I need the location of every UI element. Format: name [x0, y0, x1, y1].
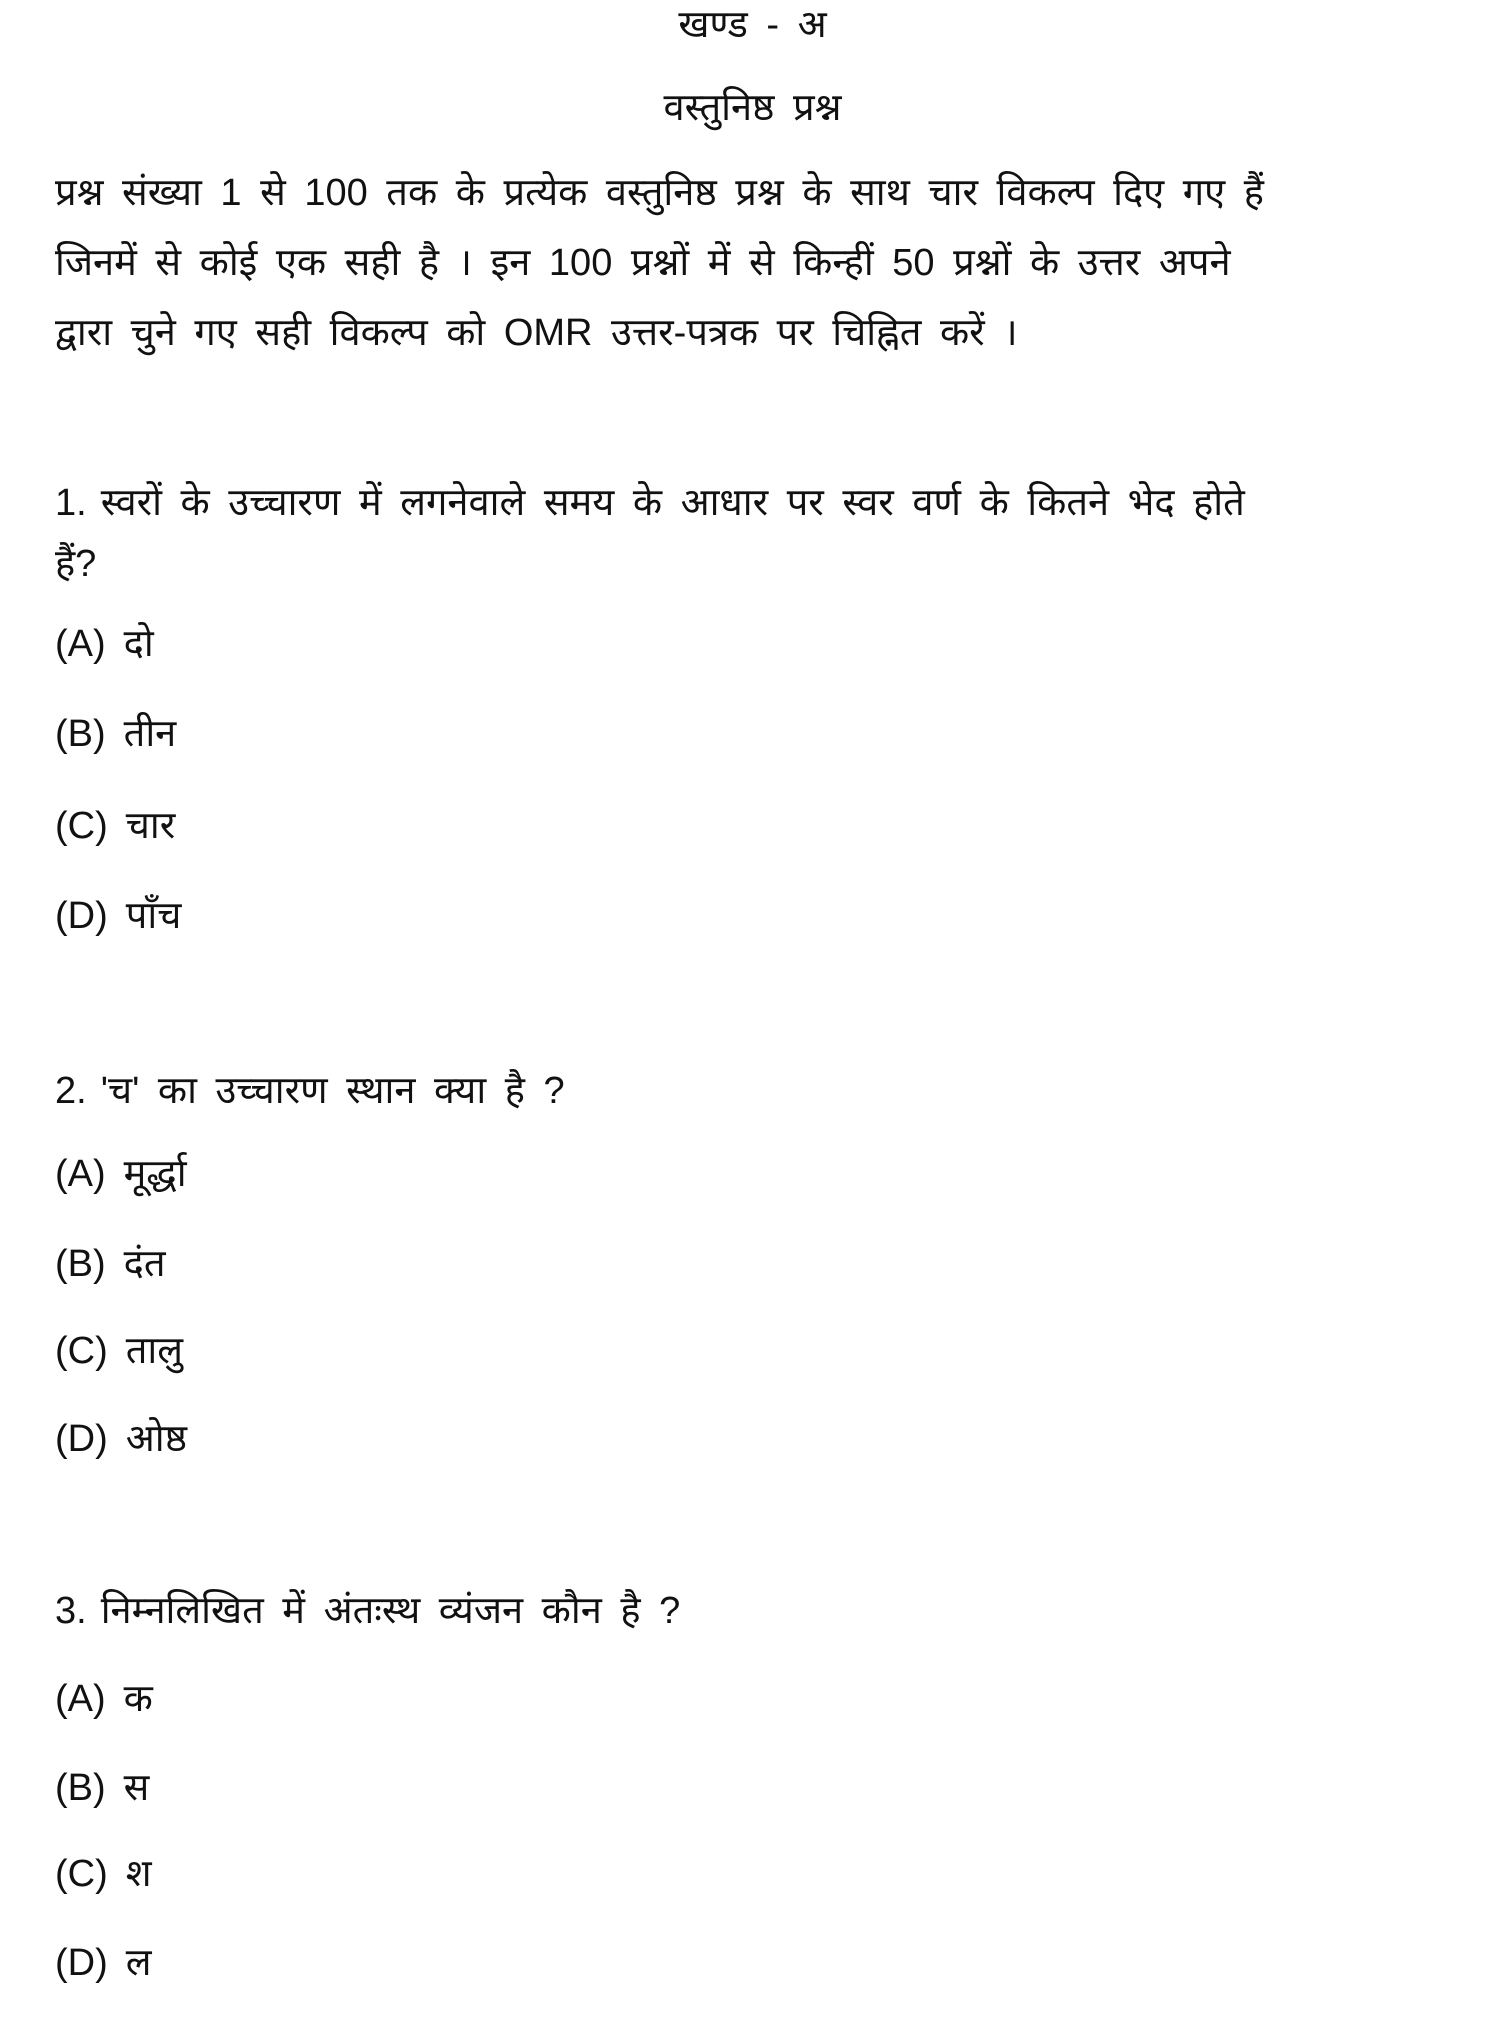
question-2-option-d: [55, 1414, 187, 1464]
option-text: तीन: [123, 713, 177, 755]
question-1-option-b: [55, 709, 176, 759]
option-label: (D): [55, 895, 108, 937]
option-label: (D): [55, 1942, 108, 1984]
question-2-option-a: [55, 1149, 187, 1199]
option-text: दो: [123, 623, 154, 665]
question-3-option-c: [55, 1849, 152, 1899]
question-1-line-2: हैं?: [55, 543, 97, 585]
option-text: स: [123, 1767, 150, 1809]
option-text: ल: [125, 1942, 152, 1984]
option-text: श: [125, 1853, 152, 1895]
question-1-option-c: [55, 801, 175, 851]
instructions-line: प्रश्न संख्या 1 से 100 तक के प्रत्येक वस्तुनिष्ठ प्रश्न के साथ चार विकल्प दिए गए हैं: [55, 172, 1264, 214]
paper-subtitle: वस्तुनिष्ठ प्रश्न: [663, 87, 842, 129]
question-2-number: 2.: [55, 1070, 87, 1112]
question-2-line-1: 'च' का उच्चारण स्थान क्या है ?: [100, 1070, 565, 1112]
question-1-text-continued: [55, 539, 96, 589]
instructions-line: द्वारा चुने गए सही विकल्प को OMR उत्तर-पत्रक पर चिह्नित करें ।: [55, 312, 1018, 354]
question-3-text: [55, 1586, 680, 1636]
question-2-option-c: [55, 1326, 183, 1376]
option-text: मूर्द्धा: [123, 1153, 187, 1195]
option-text: चार: [125, 805, 176, 847]
option-text: तालु: [125, 1330, 184, 1372]
option-label: (C): [55, 1853, 108, 1895]
question-1-line-1: स्वरों के उच्चारण में लगनेवाले समय के आधार पर स्वर वर्ण के कितने भेद होते: [100, 482, 1245, 524]
question-2-option-b: [55, 1239, 166, 1289]
question-3-line-1: निम्नलिखित में अंतःस्थ व्यंजन कौन है ?: [100, 1590, 681, 1632]
option-label: (B): [55, 1767, 106, 1809]
option-label: (C): [55, 805, 108, 847]
option-text: पाँच: [125, 895, 182, 937]
option-label: (A): [55, 623, 106, 665]
question-1-number: 1.: [55, 482, 87, 524]
question-3-option-d: [55, 1938, 152, 1988]
question-1-text: [55, 478, 1245, 528]
option-text: दंत: [123, 1243, 166, 1285]
option-label: (A): [55, 1153, 106, 1195]
instructions-line: जिनमें से कोई एक सही है । इन 100 प्रश्नों में से किन्हीं 50 प्रश्नों के उत्तर अपने: [55, 242, 1231, 284]
option-text: क: [123, 1678, 153, 1720]
question-1-option-d: [55, 891, 181, 941]
option-text: ओष्ठ: [125, 1418, 188, 1460]
option-label: (B): [55, 713, 106, 755]
option-label: (D): [55, 1418, 108, 1460]
question-3-option-b: [55, 1763, 149, 1813]
option-label: (B): [55, 1243, 106, 1285]
option-label: (A): [55, 1678, 106, 1720]
question-2-text: [55, 1066, 565, 1116]
section-title: खण्ड - अ: [678, 4, 827, 46]
option-label: (C): [55, 1330, 108, 1372]
question-1-option-a: [55, 619, 154, 669]
question-3-number: 3.: [55, 1590, 87, 1632]
question-3-option-a: [55, 1674, 153, 1724]
